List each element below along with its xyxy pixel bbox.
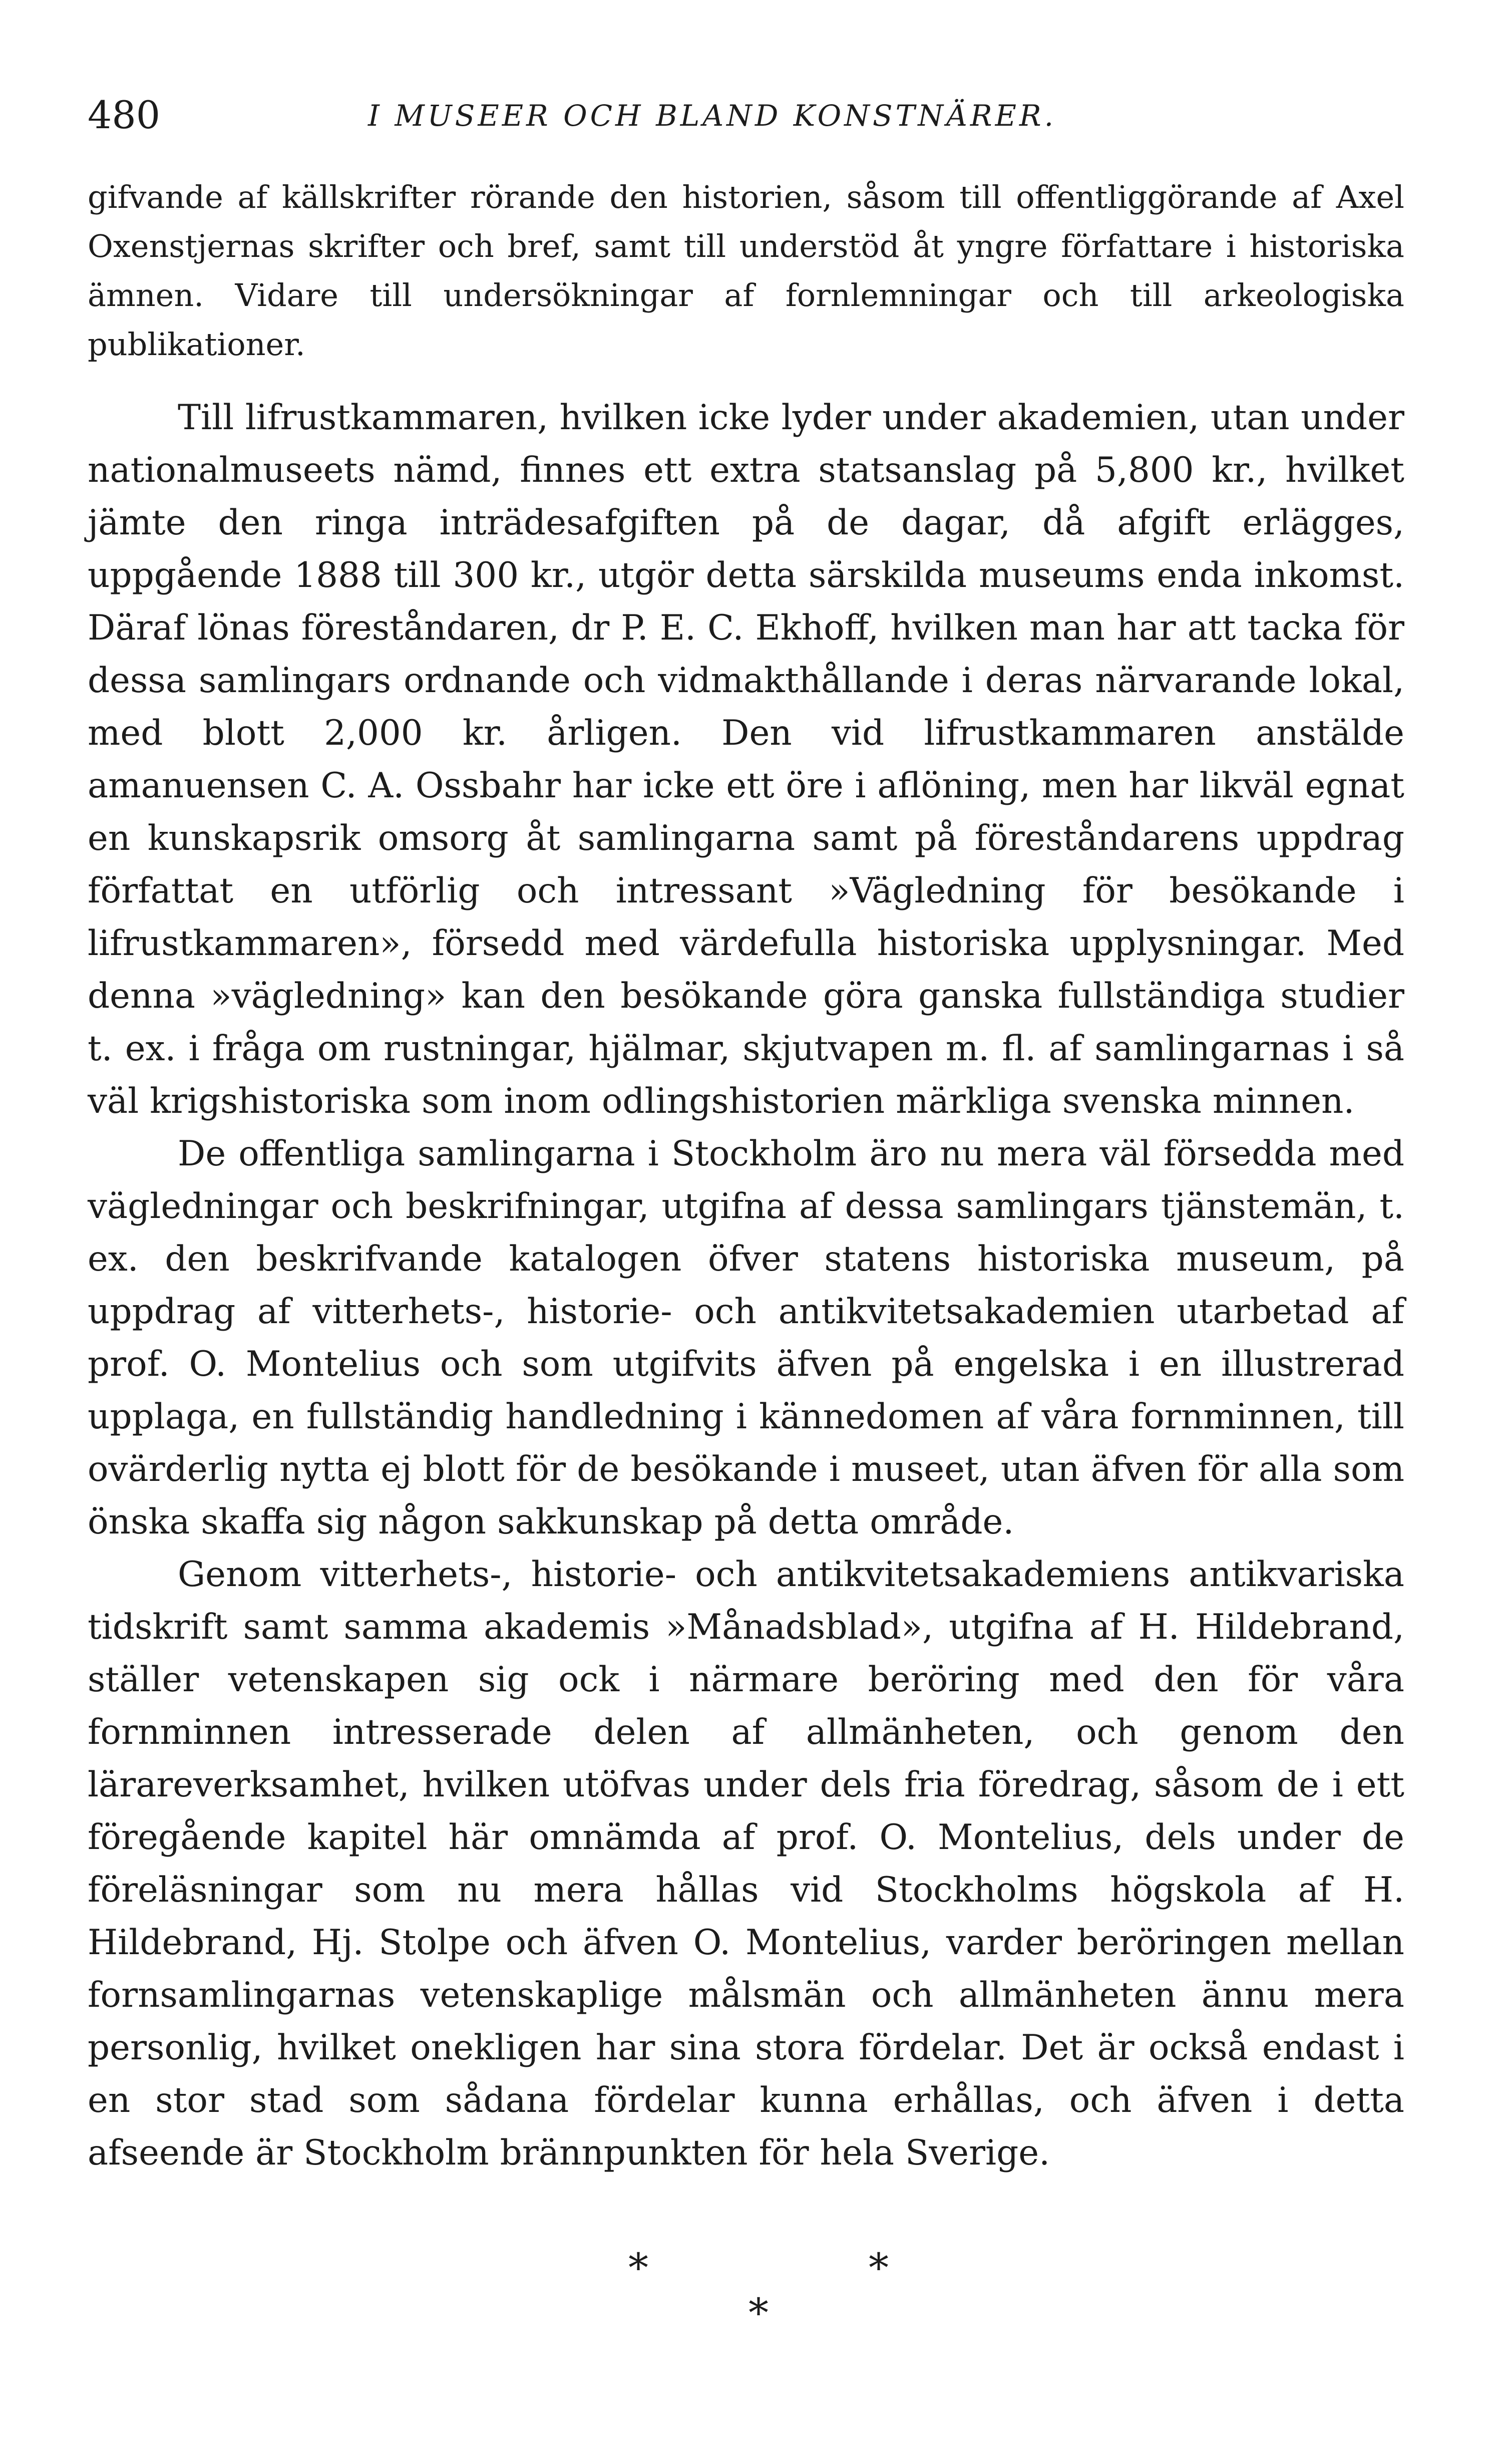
body-text: [88, 173, 1404, 2180]
section-separator: [88, 2245, 1404, 2355]
running-title: I MUSEER OCH BLAND KONSTNÄRER.: [368, 99, 1057, 133]
paragraph-2: Till lifrustkammaren, hvilken icke lyder under akademien, utan under nationalmuseets nämd, finnes ett extra statsanslag på 5,800 kr., hvilket jämte den ringa inträdesafgiften på de dagar, då afgift erlägges, uppgående 1888 till 300 kr., utgör detta särskilda museums enda inkomst. Däraf lönas föreståndaren, dr P. E. C. Ekhoff, hvilken man har att tacka för dessa samlingars ordnande och vidmakthållande i deras närvarande lokal, med blott 2,000 kr. årligen. Den vid lifrustkammaren anstälde amanuensen C. A. Ossbahr har icke ett öre i aflöning, men har likväl egnat en kunskapsrik omsorg åt samlingarna samt på föreståndarens uppdrag författat en utförlig och intressant »Vägledning för besökande i lifrustkammaren», försedd med värdefulla historiska upplysningar. Med denna »vägledning» kan den besökande göra ganska fullständiga studier t. ex. i fråga om rustningar, hjälmar, skjutvapen m. fl. af samlingarnas i så väl krigshistoriska som inom odlingshistorien märkliga svenska minnen.: [88, 398, 1404, 1121]
paragraph-3: De offentliga samlingarna i Stockholm äro nu mera väl försedda med vägledningar och beskrifningar, utgifna af dessa samlingars tjänstemän, t. ex. den beskrifvande katalogen öfver statens historiska museum, på uppdrag af vitterhets-, historie- och antikvitetsakademien utarbetad af prof. O. Montelius och som utgifvits äfven på engelska i en illustrerad upplaga, en fullständig handledning i kännedomen af våra fornminnen, till ovärderlig nytta ej blott för de besökande i museet, utan äfven för alla som önska skaffa sig någon sakkunskap på detta område.: [88, 1134, 1404, 1542]
book-page: [88, 88, 1404, 2355]
page-number: 480: [88, 93, 161, 137]
asterisk-left: *: [628, 2245, 648, 2291]
paragraph-1: gifvande af källskrifter rörande den historien, såsom till offentliggörande af Axel Oxenstjernas skrifter och bref, samt till understöd åt yngre författare i historiska ämnen. Vidare till undersökningar af fornlemningar och till arkeologiska publikationer.: [88, 179, 1404, 363]
asterisk-right: *: [869, 2245, 889, 2291]
running-head: [88, 88, 1404, 153]
asterisk-center: *: [748, 2290, 769, 2336]
paragraph-4: Genom vitterhets-, historie- och antikvitetsakademiens antikvariska tidskrift samt samma akademis »Månadsblad», utgifna af H. Hildebrand, ställer vetenskapen sig ock i närmare beröring med den för våra fornminnen intresserade delen af allmänheten, och genom den lärareverksamhet, hvilken utöfvas under dels fria föredrag, såsom de i ett föregående kapitel här omnämda af prof. O. Montelius, dels under de föreläsningar som nu mera hållas vid Stockholms högskola af H. Hildebrand, Hj. Stolpe och äfven O. Montelius, varder beröringen mellan fornsamlingarnas vetenskaplige målsmän och allmänheten ännu mera personlig, hvilket onekligen har sina stora fördelar. Det är också endast i en stor stad som sådana fördelar kunna erhållas, och äfven i detta afseende är Stockholm brännpunkten för hela Sverige.: [88, 1555, 1404, 2173]
